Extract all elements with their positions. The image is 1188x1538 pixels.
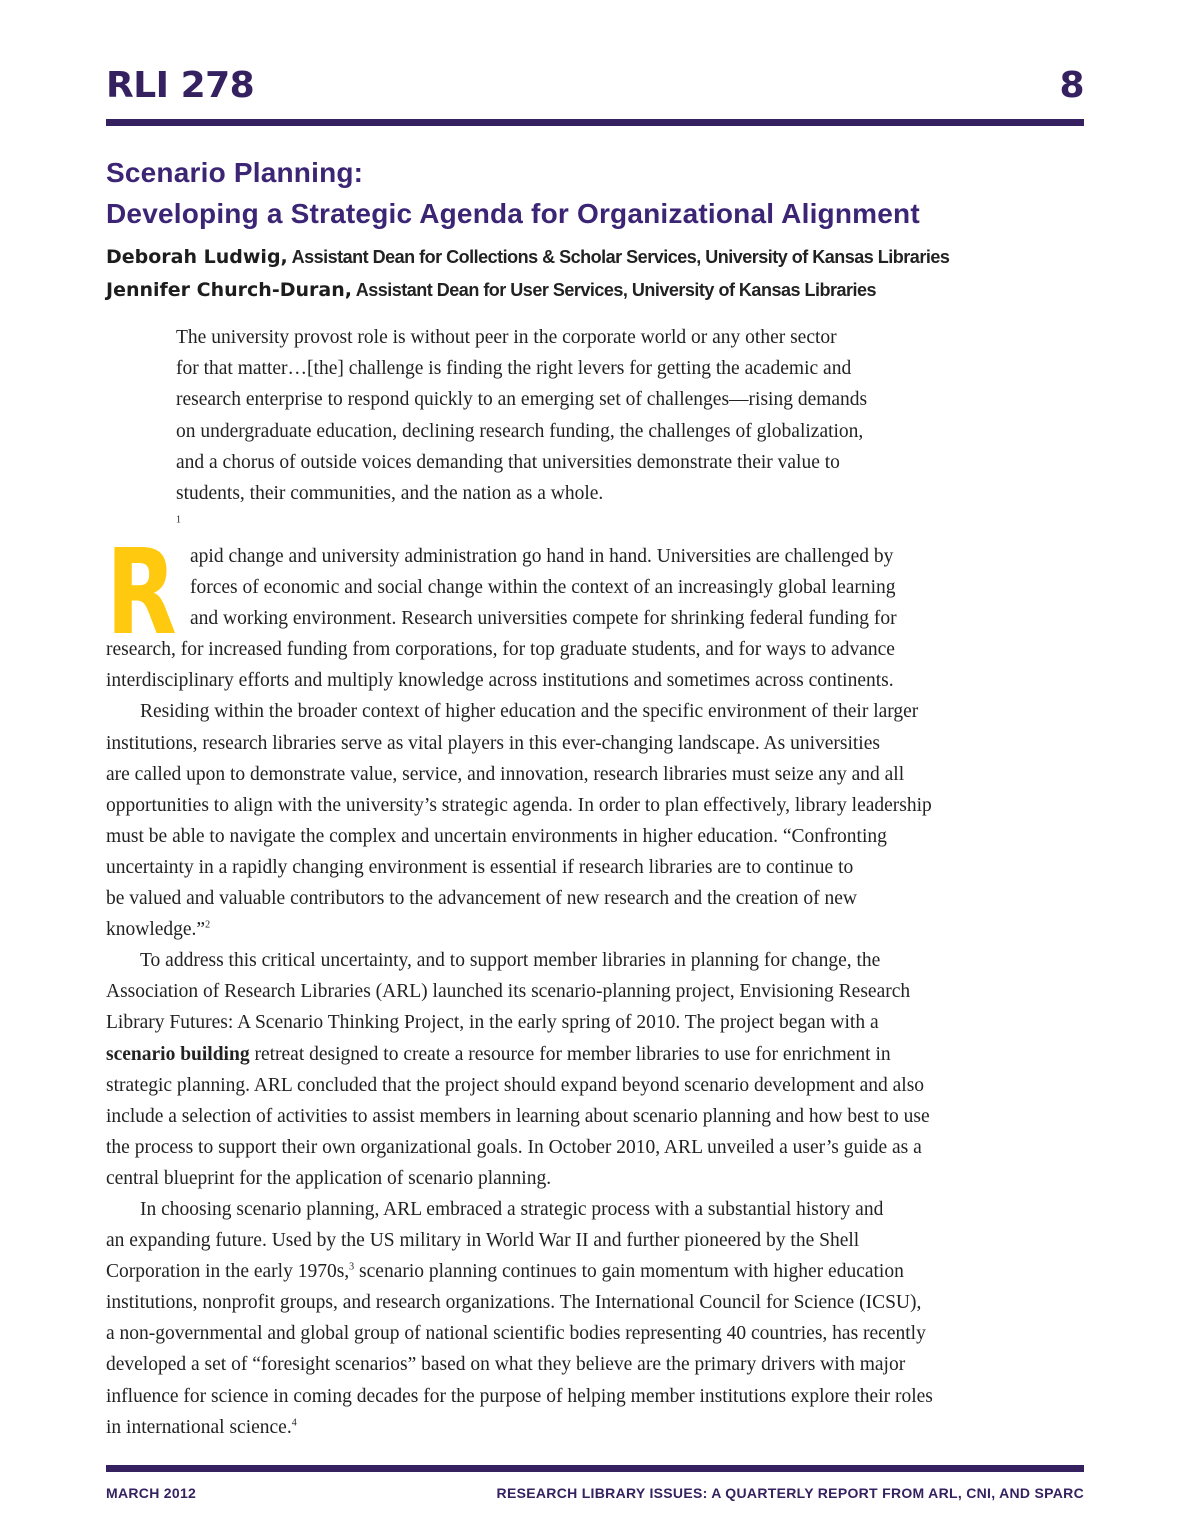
author-list [106,241,1106,307]
body-line: forces of economic and social change within the context of an increasingly global learning [190,577,896,599]
body-line: must be able to navigate the complex and uncertain environments in higher education. “Confronting [106,825,887,847]
page-footer [106,1483,1084,1503]
body-line: include a selection of activities to assist members in learning about scenario planning and how best to use [106,1105,930,1127]
author-affiliation: Assistant Dean for Collections & Scholar Services, University of Kansas Libraries [287,247,950,267]
paragraph-3 [106,945,1086,1194]
body-text: scenario planning continues to gain momentum with higher education [354,1261,904,1283]
body-line: research, for increased funding from corporations, for top graduate students, and for ways to advance [106,639,895,661]
page-header [106,66,1084,106]
body-line [106,914,1086,945]
body-line: institutions, research libraries serve as vital players in this ever-changing landscape. As universities [106,732,880,754]
body-text: Corporation in the early 1970s, [106,1261,350,1283]
body-line: and working environment. Research universities compete for shrinking federal funding for [190,608,897,630]
body-line: Residing within the broader context of higher education and the specific environment of their larger [140,701,919,723]
body-line: a non-governmental and global group of national scientific bodies representing 40 countries, has recently [106,1323,926,1345]
body-line: interdisciplinary efforts and multiply knowledge across institutions and sometimes across continents. [106,670,894,692]
header-rule [106,119,1084,126]
quote-line-last [176,478,1036,540]
bold-term: scenario building [106,1043,250,1065]
body-line: To address this critical uncertainty, and to support member libraries in planning for change, the [140,950,881,972]
body-line [106,1039,1086,1070]
quote-text: students, their communities, and the nation as a whole. [176,483,604,505]
article-body [106,523,1086,1443]
body-line: the process to support their own organizational goals. In October 2010, ARL unveiled a user’s guide as a [106,1136,922,1158]
author-name: Jennifer Church-Duran, [106,279,352,301]
paragraph-1 [106,523,1086,696]
quote-line: and a chorus of outside voices demanding that universities demonstrate their value to [176,451,840,473]
epigraph-quote [176,322,1036,540]
paragraph-4 [106,1194,1086,1443]
body-line: influence for science in coming decades for the purpose of helping member institutions explore their roles [106,1385,933,1407]
author-2 [106,274,1106,307]
body-line: uncertainty in a rapidly changing environment is essential if research libraries are to continue to [106,856,854,878]
author-1 [106,241,1106,274]
body-line [106,1256,1086,1287]
body-line: be valued and valuable contributors to the advancement of new research and the creation of new [106,888,857,910]
body-line: an expanding future. Used by the US military in World War II and further pioneered by the Shell [106,1230,860,1252]
body-line: institutions, nonprofit groups, and research organizations. The International Council for Science (ICSU), [106,1292,922,1314]
quote-line: on undergraduate education, declining research funding, the challenges of globalization, [176,420,864,442]
author-name: Deborah Ludwig, [106,246,288,268]
body-line: Association of Research Libraries (ARL) launched its scenario-planning project, Envisioning Research [106,981,911,1003]
quote-line: for that matter…[the] challenge is finding the right levers for getting the academic and [176,358,852,380]
body-line: strategic planning. ARL concluded that the project should expand beyond scenario development and also [106,1074,925,1096]
article-title [106,152,1106,234]
footnote-ref[interactable]: 4 [291,1417,297,1429]
body-line: are called upon to demonstrate value, service, and innovation, research libraries must seize any and all [106,763,905,785]
publication-name: RESEARCH LIBRARY ISSUES: A QUARTERLY REPORT FROM ARL, CNI, AND SPARC [496,1485,1084,1501]
issue-label: RLI 278 [106,65,255,106]
body-text: retreat designed to create a resource for member libraries to use for enrichment in [249,1043,891,1065]
footnote-ref[interactable]: 2 [205,919,211,931]
quote-line: The university provost role is without peer in the corporate world or any other sector [176,327,837,348]
title-line-1: Scenario Planning: [106,157,364,188]
body-line: apid change and university administration go hand in hand. Universities are challenged by [190,546,894,567]
body-line [106,1412,1086,1443]
footnote-ref[interactable]: 3 [349,1261,355,1273]
page-number: 8 [1059,65,1084,106]
paragraph-2 [106,696,1086,945]
issue-date: MARCH 2012 [106,1485,197,1501]
author-affiliation: Assistant Dean for User Services, University of Kansas Libraries [351,280,877,300]
body-text: knowledge.” [106,919,206,941]
title-line-2: Developing a Strategic Agenda for Organizational Alignment [106,198,920,229]
body-line: In choosing scenario planning, ARL embraced a strategic process with a substantial history and [140,1198,884,1220]
body-line: central blueprint for the application of scenario planning. [106,1167,552,1189]
quote-line: research enterprise to respond quickly to an emerging set of challenges—rising demands [176,389,868,411]
drop-cap: R [106,523,177,661]
body-line: opportunities to align with the university’s strategic agenda. In order to plan effectively, library leadership [106,794,932,816]
body-text: in international science. [106,1416,292,1438]
body-line: developed a set of “foresight scenarios” based on what they believe are the primary drivers with major [106,1354,906,1376]
body-line: Library Futures: A Scenario Thinking Project, in the early spring of 2010. The project began with a [106,1012,879,1034]
footnote-ref[interactable]: 1 [176,514,181,526]
footer-rule [106,1465,1084,1472]
